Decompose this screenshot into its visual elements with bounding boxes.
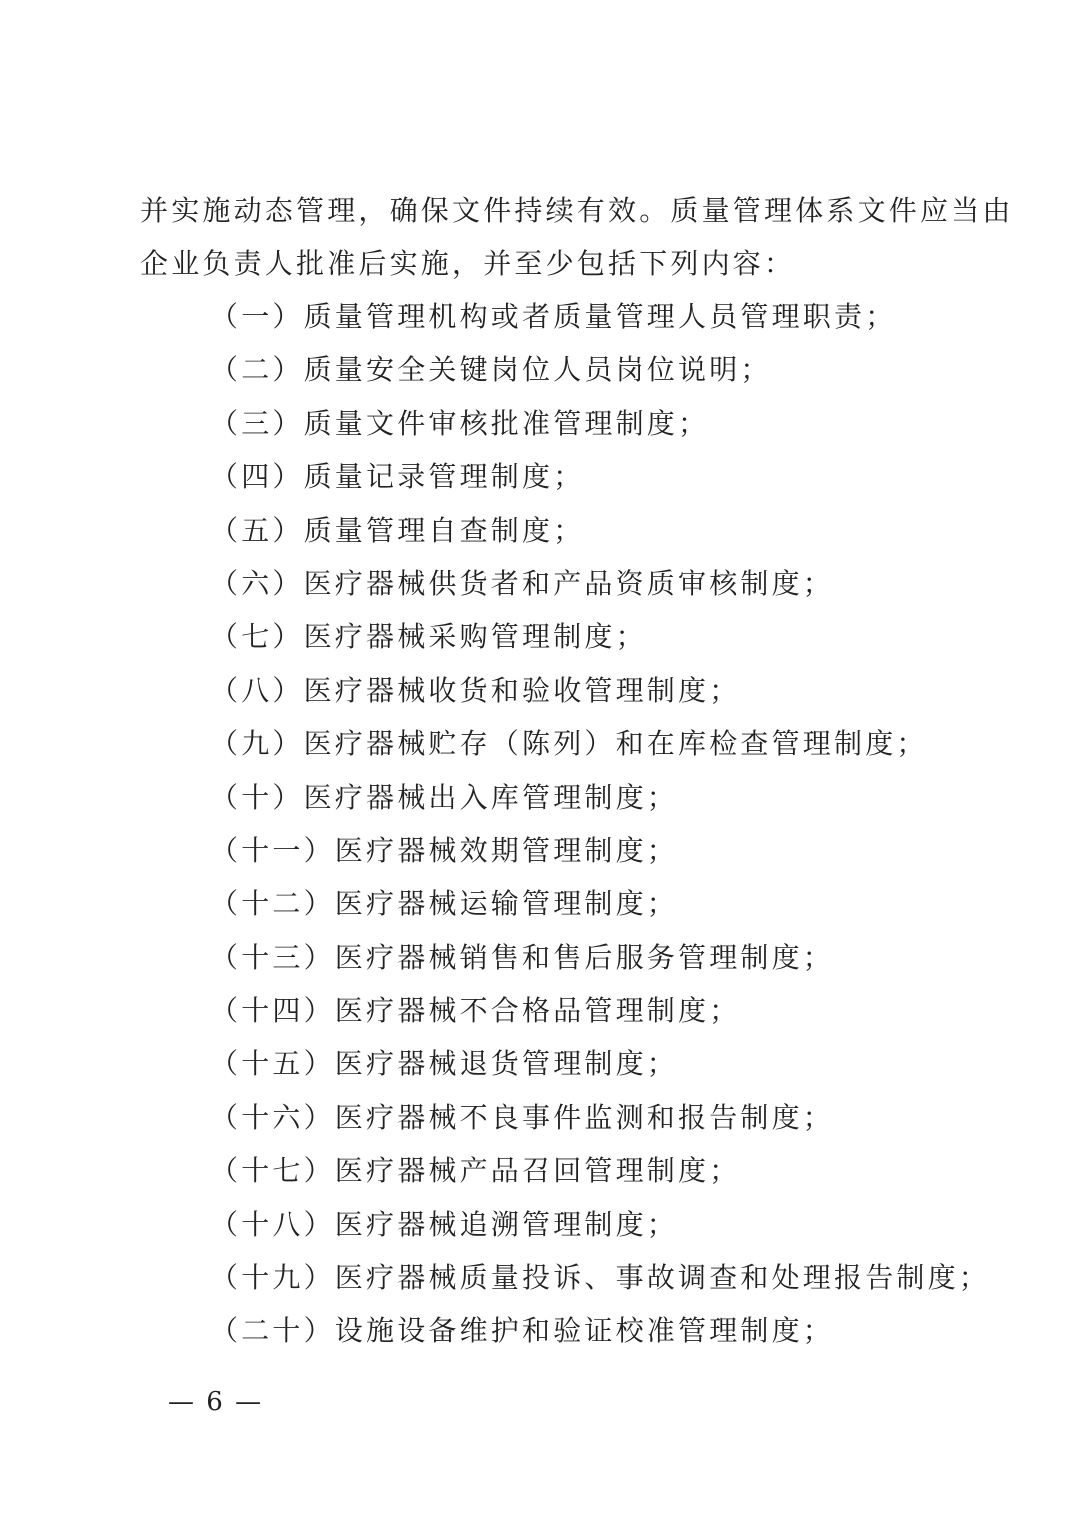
list-item: （十八）医疗器械追溯管理制度； [210,1207,679,1241]
list-item: （十六）医疗器械不良事件监测和报告制度； [210,1100,835,1134]
list-item: （五）质量管理自查制度； [210,513,585,547]
list-item: （二十）设施设备维护和验证校准管理制度； [210,1314,835,1348]
list-item: （十七）医疗器械产品召回管理制度； [210,1154,741,1188]
list-item: （一）质量管理机构或者质量管理人员管理职责； [210,300,897,333]
list-item: （十五）医疗器械退货管理制度； [210,1047,679,1081]
list-item: （二）质量安全关键岗位人员岗位说明； [210,353,772,387]
regulation-list [210,290,990,1358]
list-item: （十九）医疗器械质量投诉、事故调查和处理报告制度； [210,1261,991,1295]
paragraph-line-1: 并实施动态管理，确保文件持续有效。质量管理体系文件应当由 [140,194,1014,227]
list-item: （八）医疗器械收货和验收管理制度； [210,673,741,707]
page-number: — 6 — [168,1387,264,1417]
list-item: （七）医疗器械采购管理制度； [210,620,647,654]
list-item: （十四）医疗器械不合格品管理制度； [210,994,741,1028]
list-item: （四）质量记录管理制度； [210,460,585,494]
list-item: （十二）医疗器械运输管理制度； [210,887,679,921]
list-item: （三）质量文件审核批准管理制度； [210,406,710,440]
list-item: （十）医疗器械出入库管理制度； [210,780,679,814]
list-item: （六）医疗器械供货者和产品资质审核制度； [210,566,835,600]
list-item: （十三）医疗器械销售和售后服务管理制度； [210,940,835,974]
list-item: （九）医疗器械贮存（陈列）和在库检查管理制度； [210,727,928,761]
list-item: （十一）医疗器械效期管理制度； [210,833,679,867]
paragraph-line-2: 企业负责人批准后实施，并至少包括下列内容： [140,247,796,280]
